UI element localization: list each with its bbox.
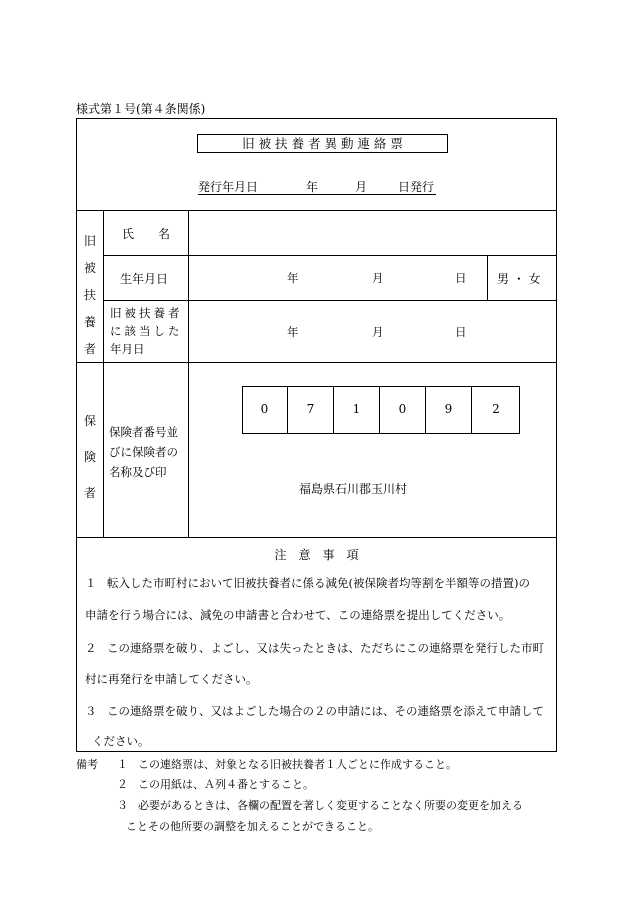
birthdate-year: 年 (287, 271, 299, 285)
remark-text: 必要があるときは、各欄の配置を著しく変更することなく所要の変更を加える (138, 799, 523, 812)
name-field[interactable] (189, 211, 556, 254)
birthdate-month: 月 (372, 271, 384, 285)
remark-number: １ (117, 758, 128, 771)
note-number: ２ (85, 641, 97, 655)
insurer-vertical-label: 保 険 者 (83, 414, 96, 500)
form-title (197, 134, 448, 153)
issue-date-day: 日発行 (398, 180, 435, 194)
note-text: 転入した市町村において旧被扶養者に係る減免(被保険者均等割を半額等の措置)の (107, 576, 530, 590)
name-label: 氏 名 (122, 227, 171, 241)
insurer-digit: 9 (426, 386, 472, 433)
form-title-text: 旧 被 扶 養 者 異 動 連 絡 票 (242, 136, 403, 151)
issue-date-year: 年 (306, 180, 319, 194)
date-became-dependent-field[interactable] (189, 301, 556, 361)
issue-date (198, 178, 438, 194)
remark-number: ３ (117, 799, 128, 812)
date-became-dependent-label: 旧被扶養者 に該当した 年月日 (110, 306, 183, 356)
note-text: この連絡票を破り、又はよごした場合の２の申請には、その連絡票を添えて申請して (107, 704, 544, 718)
insurer-digit: 0 (380, 386, 426, 433)
remark-text: この連絡票は、対象となる旧被扶養者１人ごとに作成すること。 (138, 758, 457, 771)
birthdate-field[interactable] (189, 256, 486, 299)
note-number: １ (85, 576, 97, 590)
dependent-date-year: 年 (287, 325, 299, 339)
remark-number: ２ (117, 778, 128, 791)
form-number: 様式第１号(第４条関係) (76, 102, 206, 116)
gender-selector[interactable]: 男 ・ 女 (497, 272, 541, 286)
issue-date-month: 月 (355, 180, 368, 194)
insurer-digit: 2 (473, 386, 520, 433)
birthdate-label: 生年月日 (120, 272, 169, 286)
insurer-label: 保険者番号並 びに保険者の 名称及び印 (109, 425, 178, 479)
notes-title: 注 意 事 項 (274, 548, 359, 562)
insurer-digit: 7 (288, 386, 334, 433)
note-number: ３ (85, 704, 97, 718)
remark-text: ことその他所要の調整を加えることができること。 (126, 820, 379, 833)
insurer-name: 福島県石川郡玉川村 (299, 482, 408, 496)
note-text: ください。 (92, 734, 150, 748)
insurer-digit: 1 (334, 386, 380, 433)
note-text: この連絡票を破り、よごし、又は失ったときは、ただちにこの連絡票を発行した市町 (107, 641, 544, 655)
note-text: 申請を行う場合には、減免の申請書と合わせて、この連絡票を提出してください。 (85, 608, 511, 622)
remark-text: この用紙は、Ａ列４番とすること。 (138, 778, 314, 791)
issue-date-label: 発行年月日 (198, 180, 259, 194)
dependent-date-day: 日 (455, 325, 467, 339)
birthdate-day: 日 (455, 271, 467, 285)
remarks-label: 備考 (76, 758, 98, 771)
former-dependent-vertical-label: 旧 被 扶 養 者 (83, 234, 96, 356)
dependent-date-month: 月 (372, 325, 384, 339)
note-text: 村に再発行を申請してください。 (85, 672, 258, 686)
insurer-digit: 0 (242, 386, 288, 433)
